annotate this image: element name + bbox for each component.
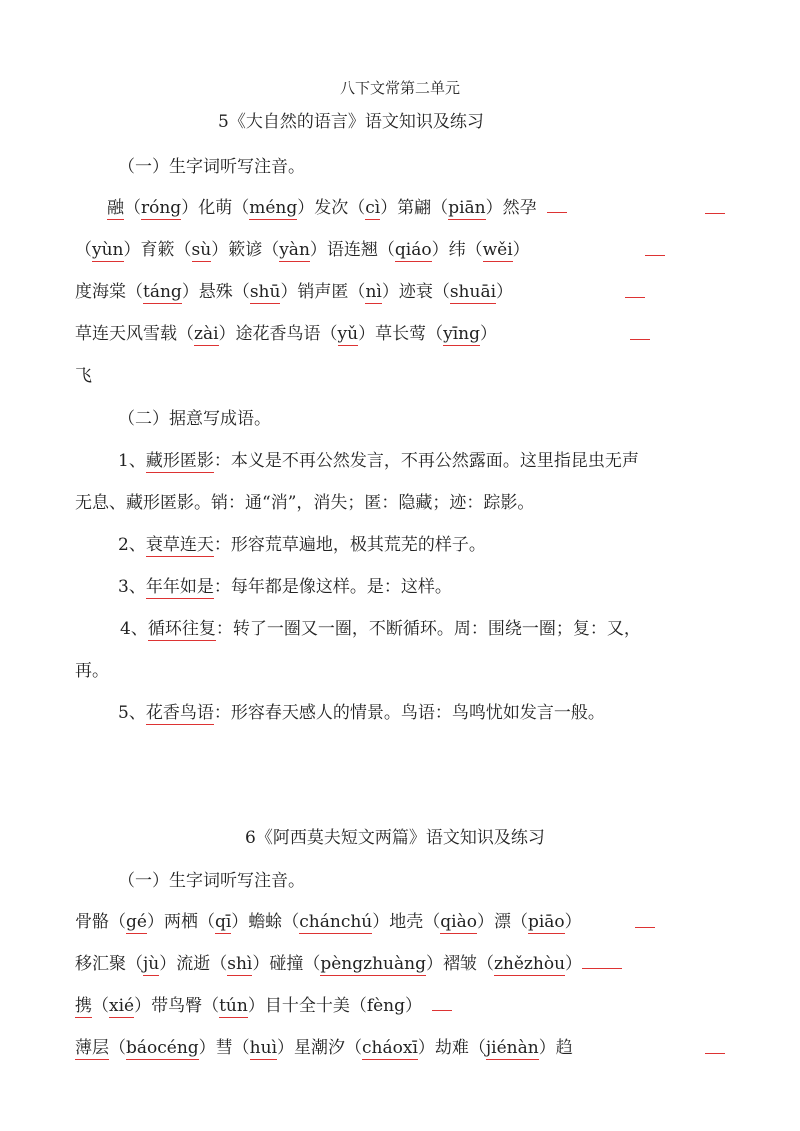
answer-blank (635, 927, 655, 928)
page-header: 八下文常第二单元 (339, 79, 460, 97)
answer-blank (630, 339, 650, 340)
answer-blank (582, 967, 622, 969)
idiom-item: 2、衰草连天：形容荒草遍地，极其荒芜的样子。 (118, 535, 486, 555)
idiom-item: 3、年年如是：每年都是像这样。是：这样。 (118, 577, 452, 597)
idiom-item: 5、花香鸟语：形容春天感人的情景。鸟语：鸟鸣忧如发言一般。 (118, 703, 605, 723)
pinyin-line: （yùn）育簌（sù）簌谚（yàn）语连翘（qiáo）纬（wěi） (75, 240, 530, 260)
pinyin-line: 骨骼（gé）两栖（qī）蟾蜍（chánchú）地壳（qiào）漂（piāo） (75, 912, 582, 932)
pinyin-line: 草连天风雪载（zài）途花香鸟语（yǔ）草长莺（yīng） (75, 324, 497, 344)
idiom-item: 1、藏形匿影：本义是不再公然发言，不再公然露面。这里指昆虫无声 (118, 451, 639, 471)
idiom-item: 4、循环往复：转了一圈又一圈，不断循环。周：围绕一圈；复：又， (120, 619, 641, 639)
lesson-6-title: 6《阿西莫夫短文两篇》语文知识及练习 (245, 828, 545, 848)
text-line: 飞 (75, 366, 92, 386)
lesson-5-title: 5《大自然的语言》语文知识及练习 (218, 112, 484, 132)
section-heading: （一）生字词听写注音。 (118, 871, 305, 891)
answer-blank (625, 297, 645, 298)
answer-blank (705, 1053, 725, 1054)
pinyin-line: 融（róng）化萌（méng）发次（cì）第翩（piān）然孕 (107, 193, 567, 218)
pinyin-line: 携（xié）带鸟臀（tún）目十全十美（fèng） (75, 991, 452, 1016)
idiom-item-cont: 无息、藏形匿影。销：通“消”，消失；匿：隐藏；迹：踪影。 (75, 493, 535, 513)
section-heading: （一）生字词听写注音。 (118, 157, 305, 177)
answer-blank (547, 211, 567, 213)
answer-blank (645, 255, 665, 256)
pinyin-line: 薄层（báocéng）彗（huì）星潮汐（cháoxī）劫难（jiénàn）趋 (75, 1038, 573, 1058)
pinyin-line: 度海棠（táng）悬殊（shū）销声匿（nì）迹衰（shuāi） (75, 282, 514, 302)
idiom-item-cont: 再。 (75, 661, 109, 681)
answer-blank (432, 1009, 452, 1011)
pinyin-line: 移汇聚（jù）流逝（shì）碰撞（pèngzhuàng）褶皱（zhězhòu） (75, 949, 622, 974)
answer-blank (705, 213, 725, 214)
section-heading: （二）据意写成语。 (118, 409, 271, 429)
